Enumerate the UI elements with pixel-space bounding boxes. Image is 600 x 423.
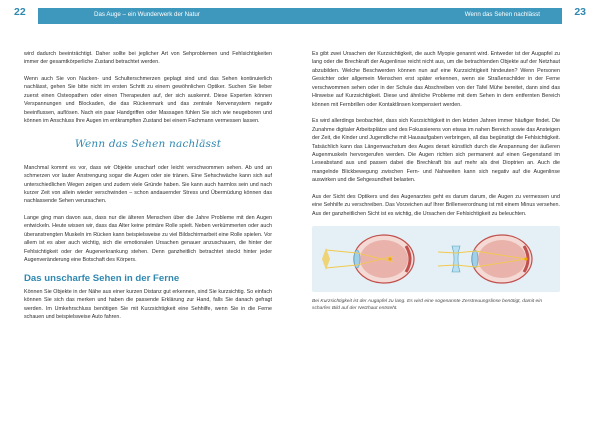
right-text-column [312, 50, 560, 312]
paragraph: Wenn auch Sie von Nacken- und Schulterschmerzen geplagt sind und das Sehen kontinuierlich nachlässt, gehen Sie bitte nicht im ersten Schritt zu einem gewöhnlichen Optiker. Suchen Sie lieber zuerst einen Osteopathen oder einen Therapeuten auf, der sich auskennt. Diese Experten können Verspannungen und Blockaden, die das Rückenmark und das zentrale Nervensystem negativ beeinflussen, auflösen. Nach ein paar Handgriffen oder Massagen fühlen Sie sich wie neugeboren und können im Anschluss Ihre Augen im entkrampften Zustand bei einem Fachmann vermessen lassen. [24, 75, 272, 125]
myopia-figure [312, 226, 560, 292]
eyeball-interior [360, 240, 408, 278]
focal-point [388, 258, 391, 261]
section-heading: Das unscharfe Sehen in der Ferne [24, 272, 180, 284]
myopia-illustration [312, 226, 560, 292]
paragraph: Aus der Sicht des Optikers und des Augenarztes geht es darum darum, die Augen zu vermessen und eine Sehhilfe zu verschreiben. Das Vorzeichen auf Ihrer Brillenverordnung ist mit einem Minus versehen. Aus der ganzheitlichen Sicht ist es wichtig, die Ursachen der Fehlsichtigkeit zu beleuchten. [312, 193, 560, 217]
left-text-column [24, 50, 272, 329]
running-head-right: Wenn das Sehen nachlässt [464, 11, 540, 18]
paragraph: Lange ging man davon aus, dass nur die älteren Menschen über die Jahre Probleme mit den Augen entwickeln. Heute wissen wir, dass das Alter keine primäre Rolle spielt. Neben verkümmerten oder auch überanstrengten Muskeln im Rücken kann beispielsweise zu viel Bildschirmarbeit eine Rolle spielen. Vor allem ist es aber auch wichtig, sich die emotionalen Ursachen genauer anzuschauen, die hinter der Fehlsichtigkeit oder der Augenerkrankung stehen. Denn ganzheitlich betrachtet steckt hinter jeder Augenveränderung eine Botschaft des Körpers. [24, 214, 272, 264]
paragraph: Manchmal kommt es vor, dass wir Objekte unscharf oder leicht verschwommen sehen. Ab und an schmerzen vor lauter Anstrengung sogar die Augen oder sie tränen. Eine Sehschwäche kann sich auf unterschiedlichen Wegen zeigen und zudem viele Gründe haben. Sie kann auch harmlos sein und nach kurzer Zeit von allein wieder verschwinden – schon andauernder Stress und Übermüdung können das nachlassende Sehen verursachen. [24, 164, 272, 205]
object-marker [322, 248, 330, 270]
running-head-bar-right [300, 8, 562, 24]
light-ray [326, 250, 357, 253]
paragraph: wird dadurch beeinträchtigt. Daher sollte bei jeglicher Art von Sehproblemen und Fehlsichtigkeiten immer der gesamtkörperliche Zustand betrachtet werden. [24, 51, 272, 66]
figure-caption: Bei Kurzsichtigkeit ist der Augapfel zu lang. Es wird eine sogenannte Zerstreuungslinse benötigt, damit ein scharfes Bild auf der Netzhaut entsteht. [312, 299, 543, 312]
chapter-heading: Wenn das Sehen nachlässt [74, 137, 222, 150]
light-ray [326, 265, 357, 268]
eye-corrected [438, 235, 532, 283]
eyeball-interior [478, 240, 526, 278]
running-head-left: Das Auge – ein Wunderwerk der Natur [94, 11, 200, 18]
page-number-left: 22 [14, 6, 26, 18]
focal-point [524, 258, 527, 261]
paragraph: Können Sie Objekte in der Nähe aus einer kurzen Distanz gut erkennen, sind Sie kurzsichtig. So einfach können Sie sich das merken und haben die passende Erklärung zur Hand, falls Sie danach gefragt werden. Im Umkehrschluss benötigen Sie mit Kurzsichtigkeit eine Sehhilfe, wenn Sie in die Ferne schauen und beispielsweise Auto fahren. [24, 288, 272, 320]
diverging-lens-icon [452, 246, 460, 272]
page-number-right: 23 [574, 6, 586, 18]
eye-lens-icon [472, 250, 478, 268]
eye-uncorrected [322, 235, 414, 283]
paragraph: Es gibt zwei Ursachen der Kurzsichtigkeit, die auch Myopie genannt wird. Entweder ist der Augapfel zu lang oder die Brechkraft der Augenlinse reicht nicht aus, um die betrachtenden Objekte auf der Netzhaut abzubilden. Welche Beschwerden können nun auf eine Kurzsichtigkeit hindeuten? Wenn Personen Gesichter oder allgemein Menschen erst später erkennen, wenn sie Straßenschilder in der Ferne verschwommen sehen oder in der Schule das Abschreiben von der Tafel Mühe bereitet, dann sind das Hinweise auf Kurzsichtigkeit. Diese und ähnliche Probleme mit dem Sehen in dem entfernten Bereich können mit Fernbrillen oder Kontaktlinsen kompensiert werden. [312, 51, 560, 108]
paragraph: Es wird allerdings beobachtet, dass sich Kurzsichtigkeit in den letzten Jahren immer häufiger findet. Die Zunahme digitaler Arbeitsplätze und des Fokussierens von etwas im nahen Bereich sowie das Ansteigen der Zeit, die Kinder und Jugendliche mit Hausaufgaben verbringen, all das begünstigt die Fehlsichtigkeit. Tatsächlich kann das Längenwachstum des Auges derart künstlich durch die Anspannung der äußeren Augenmuskeln hervorgerufen werden. Die Augen richten sich permanent auf einen Gegenstand im Leseabstand aus und passen dabei die Brechkraft bis auf mehr als drei Dioptrien an. Auch die mangelnde Blickbewegung zwischen Fern- und Nahweiten kann sich negativ auf die Augenlinse auswirken und die Sehgesundheit belasten. [312, 118, 560, 184]
right-page [300, 0, 600, 423]
running-head-bar-left [38, 8, 300, 24]
